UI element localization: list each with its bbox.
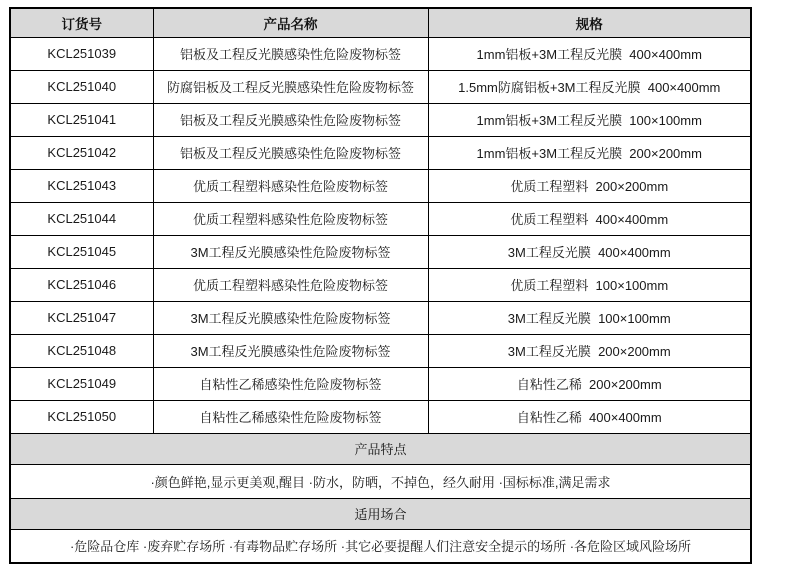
product-name: 自粘性乙稀感染性危险废物标签: [153, 367, 428, 400]
table-row: [10, 301, 751, 334]
order-code: KCL251039: [10, 37, 153, 70]
product-spec: 1mm铝板+3M工程反光膜 100×100mm: [428, 103, 751, 136]
table-header: [10, 8, 751, 37]
product-name: 铝板及工程反光膜感染性危险废物标签: [153, 136, 428, 169]
occasions-content: ·危险品仓库 ·废弃贮存场所 ·有毒物品贮存场所 ·其它必要提醒人们注意安全提示的场所 ·各危险区域风险场所: [10, 529, 751, 563]
product-spec: 优质工程塑料 200×200mm: [428, 169, 751, 202]
table-row: [10, 136, 751, 169]
order-code: KCL251047: [10, 301, 153, 334]
features-content: ·颜色鲜艳,显示更美观,醒目 ·防水，防晒，不掉色，经久耐用 ·国标标准,满足需求: [10, 464, 751, 498]
order-code: KCL251040: [10, 70, 153, 103]
table-row: [10, 202, 751, 235]
product-spec: 1mm铝板+3M工程反光膜 400×400mm: [428, 37, 751, 70]
product-name: 优质工程塑料感染性危险废物标签: [153, 202, 428, 235]
table-row: [10, 70, 751, 103]
order-code: KCL251048: [10, 334, 153, 367]
order-code: KCL251045: [10, 235, 153, 268]
order-code: KCL251046: [10, 268, 153, 301]
occasions-content-row: [10, 529, 751, 563]
order-code: KCL251042: [10, 136, 153, 169]
order-code: KCL251041: [10, 103, 153, 136]
product-spec: 3M工程反光膜 200×200mm: [428, 334, 751, 367]
order-code: KCL251043: [10, 169, 153, 202]
header-row: [10, 8, 751, 37]
order-code: KCL251044: [10, 202, 153, 235]
col-header-order-code: 订货号: [10, 8, 153, 37]
order-code: KCL251050: [10, 400, 153, 433]
product-spec-table: [9, 7, 752, 564]
table-row: [10, 37, 751, 70]
product-name: 3M工程反光膜感染性危险废物标签: [153, 235, 428, 268]
col-header-product-name: 产品名称: [153, 8, 428, 37]
table-row: [10, 268, 751, 301]
order-code: KCL251049: [10, 367, 153, 400]
table-row: [10, 103, 751, 136]
table-row: [10, 400, 751, 433]
product-spec: 3M工程反光膜 400×400mm: [428, 235, 751, 268]
product-name: 铝板及工程反光膜感染性危险废物标签: [153, 103, 428, 136]
table-row: [10, 367, 751, 400]
product-name: 3M工程反光膜感染性危险废物标签: [153, 301, 428, 334]
product-name: 3M工程反光膜感染性危险废物标签: [153, 334, 428, 367]
product-spec: 优质工程塑料 400×400mm: [428, 202, 751, 235]
product-name: 自粘性乙稀感染性危险废物标签: [153, 400, 428, 433]
product-spec: 自粘性乙稀 400×400mm: [428, 400, 751, 433]
section-title-occasions: 适用场合: [10, 498, 751, 529]
product-spec: 自粘性乙稀 200×200mm: [428, 367, 751, 400]
product-spec: 优质工程塑料 100×100mm: [428, 268, 751, 301]
section-row-features: [10, 433, 751, 464]
table-row: [10, 334, 751, 367]
product-spec: 1.5mm防腐铝板+3M工程反光膜 400×400mm: [428, 70, 751, 103]
product-spec: 3M工程反光膜 100×100mm: [428, 301, 751, 334]
table-row: [10, 169, 751, 202]
product-name: 铝板及工程反光膜感染性危险废物标签: [153, 37, 428, 70]
product-name: 防腐铝板及工程反光膜感染性危险废物标签: [153, 70, 428, 103]
features-content-row: [10, 464, 751, 498]
product-spec: 1mm铝板+3M工程反光膜 200×200mm: [428, 136, 751, 169]
col-header-spec: 规格: [428, 8, 751, 37]
section-title-features: 产品特点: [10, 433, 751, 464]
product-name: 优质工程塑料感染性危险废物标签: [153, 169, 428, 202]
product-name: 优质工程塑料感染性危险废物标签: [153, 268, 428, 301]
section-row-occasions: [10, 498, 751, 529]
table-row: [10, 235, 751, 268]
